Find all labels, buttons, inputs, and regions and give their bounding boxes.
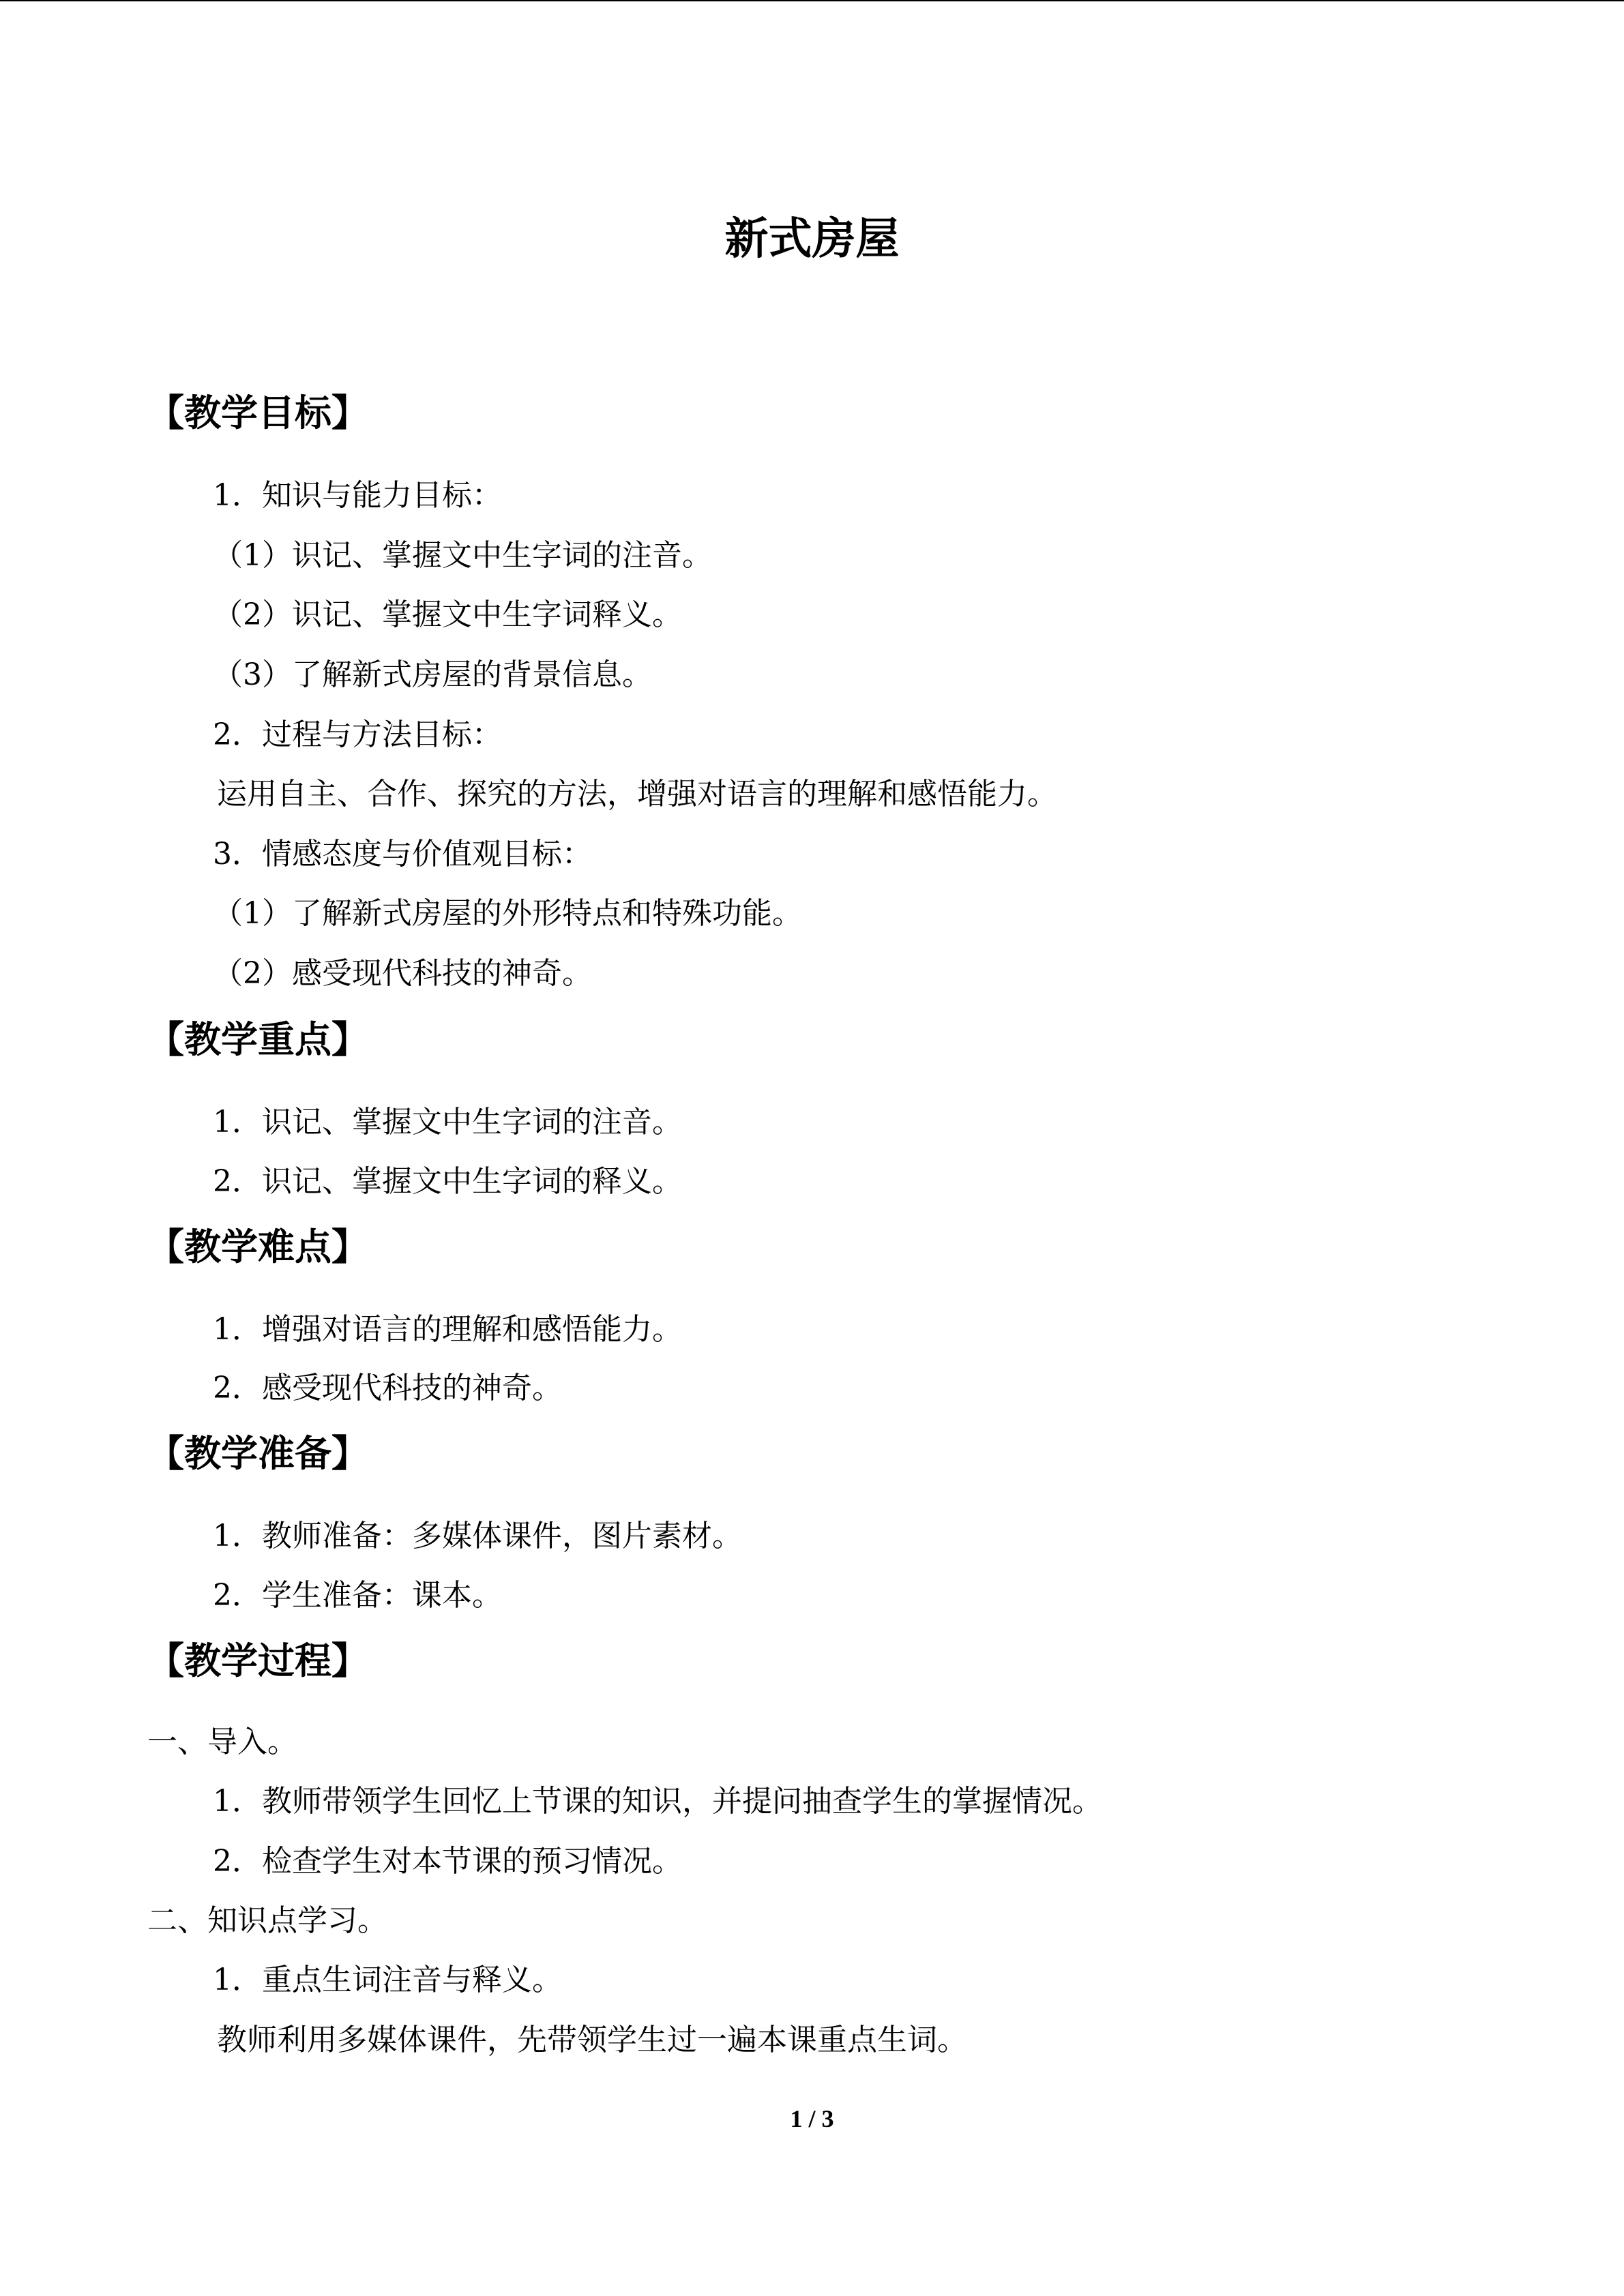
goals-line: 2．过程与方法目标：	[213, 717, 502, 752]
process-line: 二、知识点学习。	[147, 1903, 387, 1938]
goals-line: 1．知识与能力目标：	[213, 478, 502, 513]
goals-line: 3．情感态度与价值观目标：	[213, 837, 592, 871]
goals-line: （1）识记、掌握文中生字词的注音。	[213, 538, 712, 573]
process-line: 2．检查学生对本节课的预习情况。	[213, 1844, 682, 1879]
process-line: 教师利用多媒体课件，先带领学生过一遍本课重点生词。	[217, 2023, 967, 2057]
preparation-line: 1．教师准备：多媒体课件，图片素材。	[213, 1519, 742, 1553]
process-line: 一、导入。	[147, 1725, 297, 1759]
difficulties-line: 1．增强对语言的理解和感悟能力。	[213, 1312, 682, 1347]
preparation-line: 2．学生准备：课本。	[213, 1578, 502, 1613]
goals-line: （1）了解新式房屋的外形特点和特殊功能。	[213, 896, 802, 931]
top-border	[0, 0, 1624, 1]
key-points-line: 2．识记、掌握文中生字词的释义。	[213, 1164, 682, 1199]
section-heading-key-points: 【教学重点】	[147, 1018, 368, 1061]
goals-line: （2）识记、掌握文中生字词释义。	[213, 597, 682, 632]
goals-line: （2）感受现代科技的神奇。	[213, 956, 592, 991]
goals-line: 运用自主、合作、探究的方法，增强对语言的理解和感悟能力。	[217, 777, 1057, 811]
difficulties-line: 2．感受现代科技的神奇。	[213, 1371, 562, 1405]
section-heading-goals: 【教学目标】	[147, 391, 368, 434]
page-number: 1 / 3	[790, 2105, 834, 2132]
goals-line: （3）了解新式房屋的背景信息。	[213, 657, 652, 692]
process-line: 1．重点生词注音与释义。	[213, 1963, 562, 1997]
section-heading-preparation: 【教学准备】	[147, 1432, 368, 1475]
process-line: 1．教师带领学生回忆上节课的知识，并提问抽查学生的掌握情况。	[213, 1784, 1102, 1819]
document-title: 新式房屋	[724, 214, 900, 265]
section-heading-process: 【教学过程】	[147, 1639, 368, 1682]
key-points-line: 1．识记、掌握文中生字词的注音。	[213, 1105, 682, 1139]
section-heading-difficulties: 【教学难点】	[147, 1225, 368, 1268]
